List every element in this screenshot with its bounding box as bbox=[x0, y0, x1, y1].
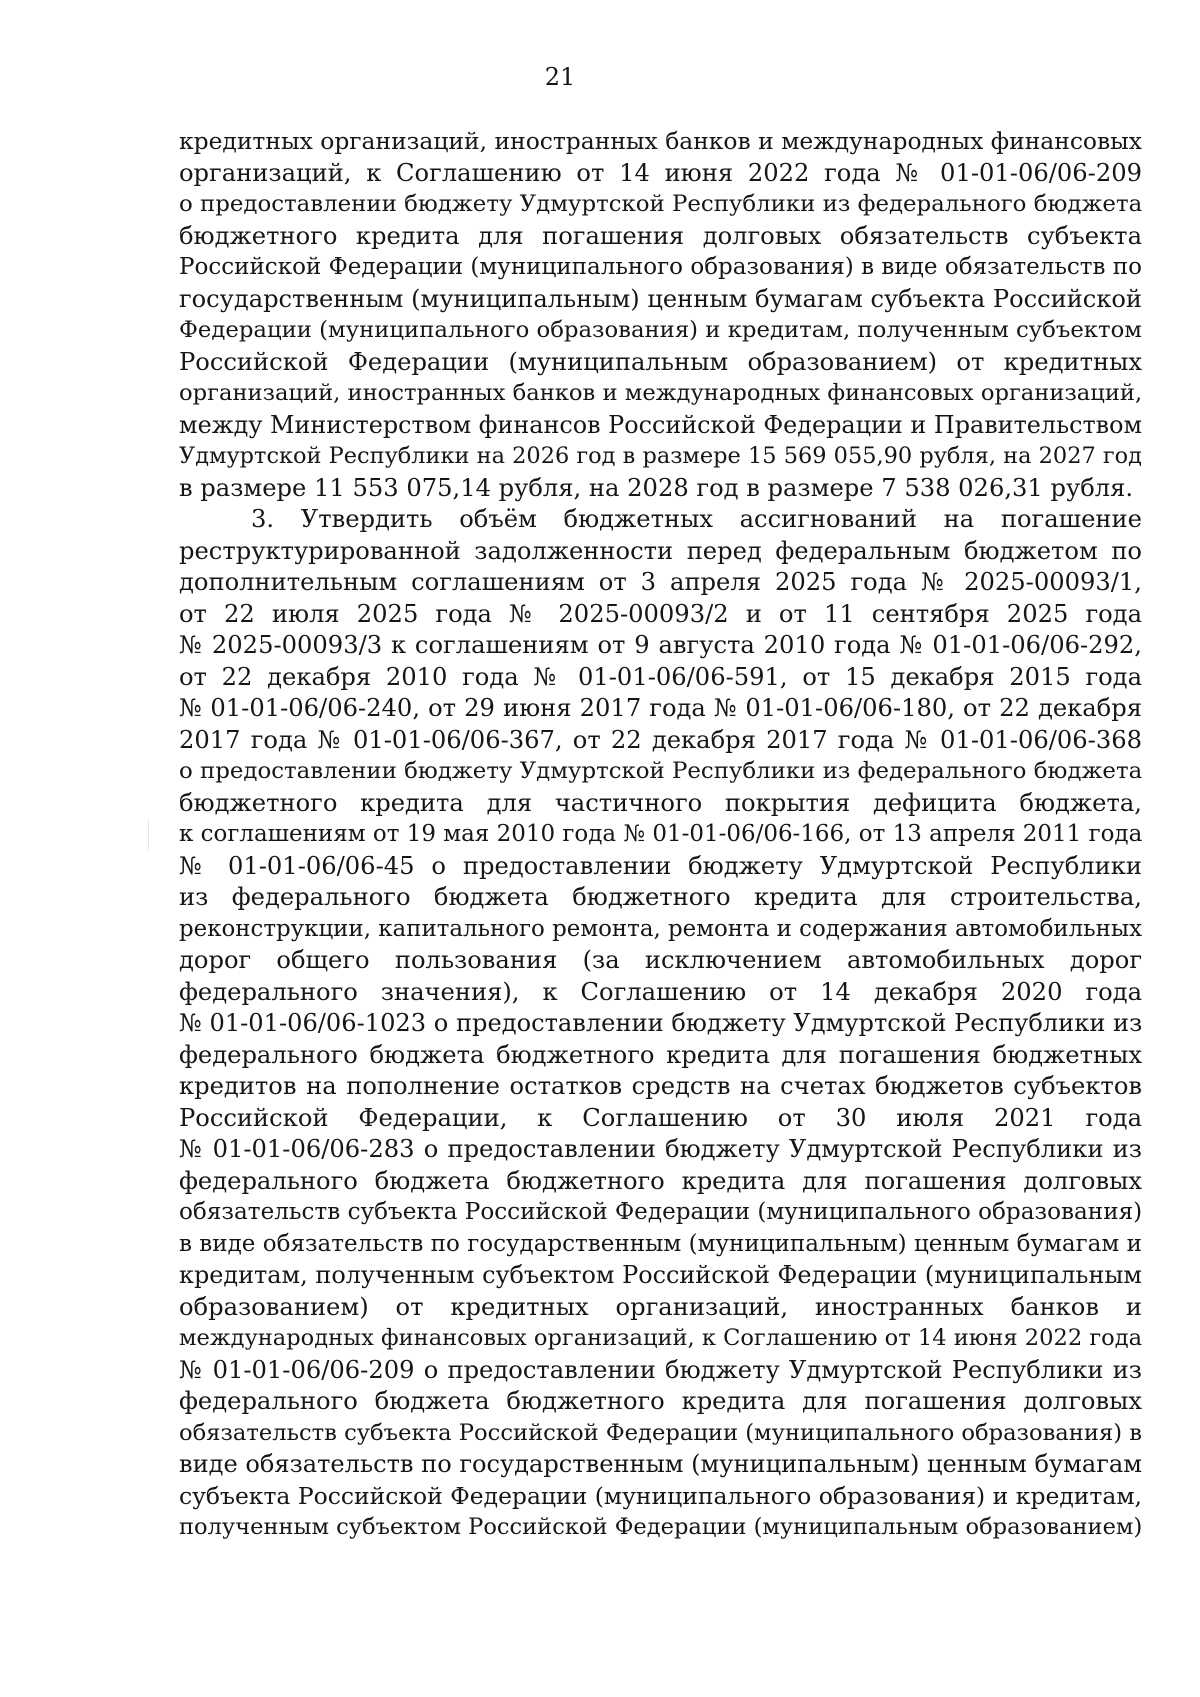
body-line: № 2025-00093/3 к соглашениям от 9 августа 2010 года № 01-01-06/06-292, bbox=[179, 631, 1142, 659]
body-line: организаций, к Соглашению от 14 июня 2022 года № 01-01-06/06-209 bbox=[179, 158, 1142, 187]
body-line: субъекта Российской Федерации (муниципального образования) и кредитам, bbox=[179, 1481, 1142, 1510]
body-line: федерального бюджета бюджетного кредита для погашения долговых bbox=[179, 1166, 1142, 1195]
body-line: реконструкции, капитального ремонта, ремонта и содержания автомобильных bbox=[179, 915, 1143, 942]
body-line: Федерации (муниципального образования) и кредитам, полученным субъектом bbox=[179, 317, 1142, 343]
body-line: федерального значения), к Соглашению от 14 декабря 2020 года bbox=[179, 977, 1142, 1006]
paragraph-3-start: 3. Утвердить объём бюджетных ассигнований на погашение bbox=[251, 505, 1142, 533]
body-line: кредитам, полученным субъектом Российской Федерации (муниципальным bbox=[179, 1261, 1142, 1289]
body-line: от 22 июля 2025 года № 2025-00093/2 и от 11 сентября 2025 года bbox=[179, 599, 1142, 628]
body-line: от 22 декабря 2010 года № 01-01-06/06-591, от 15 декабря 2015 года bbox=[179, 662, 1142, 691]
body-line: Российской Федерации, к Соглашению от 30 июля 2021 года bbox=[179, 1103, 1142, 1132]
page-number: 21 bbox=[544, 63, 576, 91]
body-line: дорог общего пользования (за исключением автомобильных дорог bbox=[179, 946, 1142, 974]
body-line: Российской Федерации (муниципального образования) в виде обязательств по bbox=[179, 254, 1142, 280]
body-line: № 01-01-06/06-1023 о предоставлении бюджету Удмуртской Республики из bbox=[179, 1009, 1143, 1037]
body-line: о предоставлении бюджету Удмуртской Республики из федерального бюджета bbox=[179, 191, 1143, 217]
body-line: из федерального бюджета бюджетного кредита для строительства, bbox=[179, 883, 1142, 911]
body-line: международных финансовых организаций, к Соглашению от 14 июня 2022 года bbox=[179, 1325, 1143, 1351]
body-line: к соглашениям от 19 мая 2010 года № 01-01-06/06-166, от 13 апреля 2011 года bbox=[179, 821, 1143, 847]
body-line: федерального бюджета бюджетного кредита для погашения бюджетных bbox=[179, 1040, 1142, 1069]
body-line: полученным субъектом Российской Федерации (муниципальным образованием) bbox=[179, 1514, 1143, 1540]
body-line: кредитных организаций, иностранных банков и международных финансовых bbox=[179, 127, 1142, 155]
body-line: между Министерством финансов Российской Федерации и Правительством bbox=[179, 410, 1143, 439]
body-line: Российской Федерации (муниципальным образованием) от кредитных bbox=[179, 347, 1142, 376]
body-line: виде обязательств по государственным (муниципальным) ценным бумагам bbox=[179, 1450, 1142, 1478]
body-line: 2017 года № 01-01-06/06-367, от 22 декабря 2017 года № 01-01-06/06-368 bbox=[179, 725, 1142, 754]
body-line: в размере 11 553 075,14 рубля, на 2028 год в размере 7 538 026,31 рубля. bbox=[179, 473, 1134, 502]
body-line: в виде обязательств по государственным (муниципальным) ценным бумагам и bbox=[179, 1230, 1142, 1257]
body-line: организаций, иностранных банков и международных финансовых организаций, bbox=[179, 380, 1143, 406]
body-line: № 01-01-06/06-209 о предоставлении бюджету Удмуртской Республики из bbox=[179, 1355, 1142, 1384]
body-line: бюджетного кредита для частичного покрытия дефицита бюджета, bbox=[179, 788, 1142, 817]
body-line: обязательств субъекта Российской Федерации (муниципального образования) в bbox=[179, 1419, 1142, 1446]
body-line: о предоставлении бюджету Удмуртской Республики из федерального бюджета bbox=[179, 758, 1143, 784]
body-line: федерального бюджета бюджетного кредита для погашения долговых bbox=[179, 1387, 1142, 1415]
body-line: бюджетного кредита для погашения долговых обязательств субъекта bbox=[179, 221, 1142, 250]
body-line: государственным (муниципальным) ценным бумагам субъекта Российской bbox=[179, 284, 1142, 313]
body-line: кредитов на пополнение остатков средств на счетах бюджетов субъектов bbox=[179, 1072, 1142, 1100]
body-line: № 01-01-06/06-45 о предоставлении бюджету Удмуртской Республики bbox=[179, 851, 1142, 880]
body-line: обязательств субъекта Российской Федерации (муниципального образования) bbox=[179, 1199, 1143, 1225]
body-line: № 01-01-06/06-283 о предоставлении бюджету Удмуртской Республики из bbox=[179, 1135, 1142, 1163]
document-body bbox=[179, 126, 1142, 1544]
body-line: дополнительным соглашениям от 3 апреля 2025 года № 2025-00093/1, bbox=[179, 568, 1142, 596]
body-line: реструктурированной задолженности перед федеральным бюджетом по bbox=[179, 536, 1142, 565]
body-line: № 01-01-06/06-240, от 29 июня 2017 года № 01-01-06/06-180, от 22 декабря bbox=[179, 694, 1142, 722]
body-line: Удмуртской Республики на 2026 год в размере 15 569 055,90 рубля, на 2027 год bbox=[179, 443, 1142, 469]
scan-artifact bbox=[148, 820, 149, 850]
body-line: образованием) от кредитных организаций, иностранных банков и bbox=[179, 1292, 1142, 1321]
